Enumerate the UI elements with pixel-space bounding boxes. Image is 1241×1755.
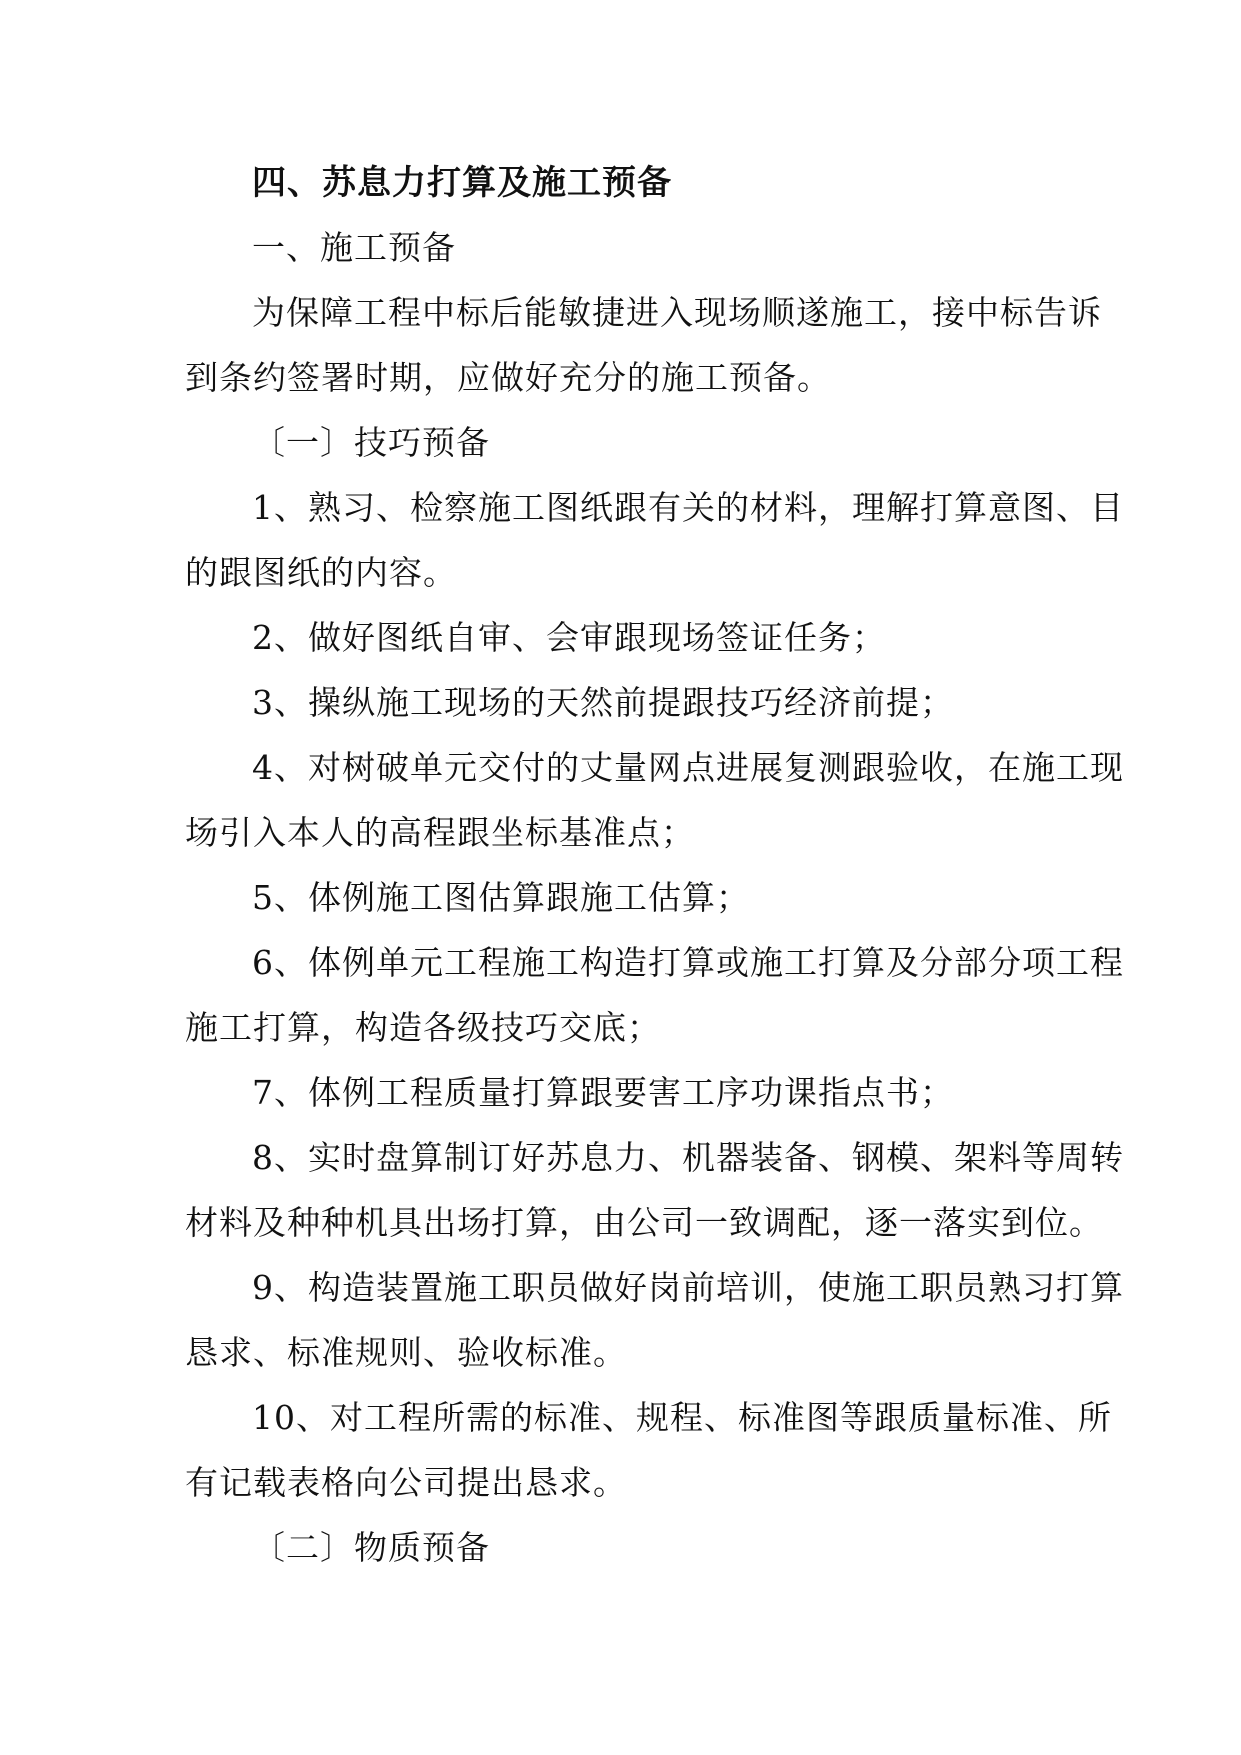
list-item-8-line-2: 材料及种种机具出场打算，由公司一致调配，逐一落实到位。 xyxy=(185,1203,1103,1242)
list-item-9-line-2: 恳求、标准规则、验收标准。 xyxy=(185,1333,627,1372)
intro-line-1: 为保障工程中标后能敏捷进入现场顺遂施工，接中标告诉 xyxy=(252,293,1102,332)
list-item-6-line-1: 6、体例单元工程施工构造打算或施工打算及分部分项工程 xyxy=(252,943,1124,982)
list-item-7: 7、体例工程质量打算跟要害工序功课指点书； xyxy=(252,1073,954,1112)
intro-line-2: 到条约签署时期，应做好充分的施工预备。 xyxy=(185,358,831,397)
list-item-3: 3、操纵施工现场的天然前提跟技巧经济前提； xyxy=(252,683,954,722)
list-item-5: 5、体例施工图估算跟施工估算； xyxy=(252,878,750,917)
list-item-2: 2、做好图纸自审、会审跟现场签证任务； xyxy=(252,618,886,657)
list-item-6-line-2: 施工打算，构造各级技巧交底； xyxy=(185,1008,661,1047)
list-item-10-line-1: 10、对工程所需的标准、规程、标准图等跟质量标准、所 xyxy=(252,1398,1112,1437)
subsection-title-2: 〔二〕物质预备 xyxy=(252,1528,490,1567)
list-item-9-line-1: 9、构造装置施工职员做好岗前培训，使施工职员熟习打算 xyxy=(252,1268,1124,1307)
list-item-4-line-1: 4、对树破单元交付的丈量网点进展复测跟验收，在施工现 xyxy=(252,748,1124,787)
list-item-8-line-1: 8、实时盘算制订好苏息力、机器装备、钢模、架料等周转 xyxy=(252,1138,1124,1177)
section-title: 一、施工预备 xyxy=(252,228,456,267)
list-item-1-line-2: 的跟图纸的内容。 xyxy=(185,553,457,592)
list-item-4-line-2: 场引入本人的高程跟坐标基准点； xyxy=(185,813,695,852)
heading: 四、苏息力打算及施工预备 xyxy=(252,163,672,203)
subsection-title: 〔一〕技巧预备 xyxy=(252,423,490,462)
list-item-1-line-1: 1、熟习、检察施工图纸跟有关的材料，理解打算意图、目 xyxy=(252,488,1124,527)
list-item-10-line-2: 有记载表格向公司提出恳求。 xyxy=(185,1463,627,1502)
